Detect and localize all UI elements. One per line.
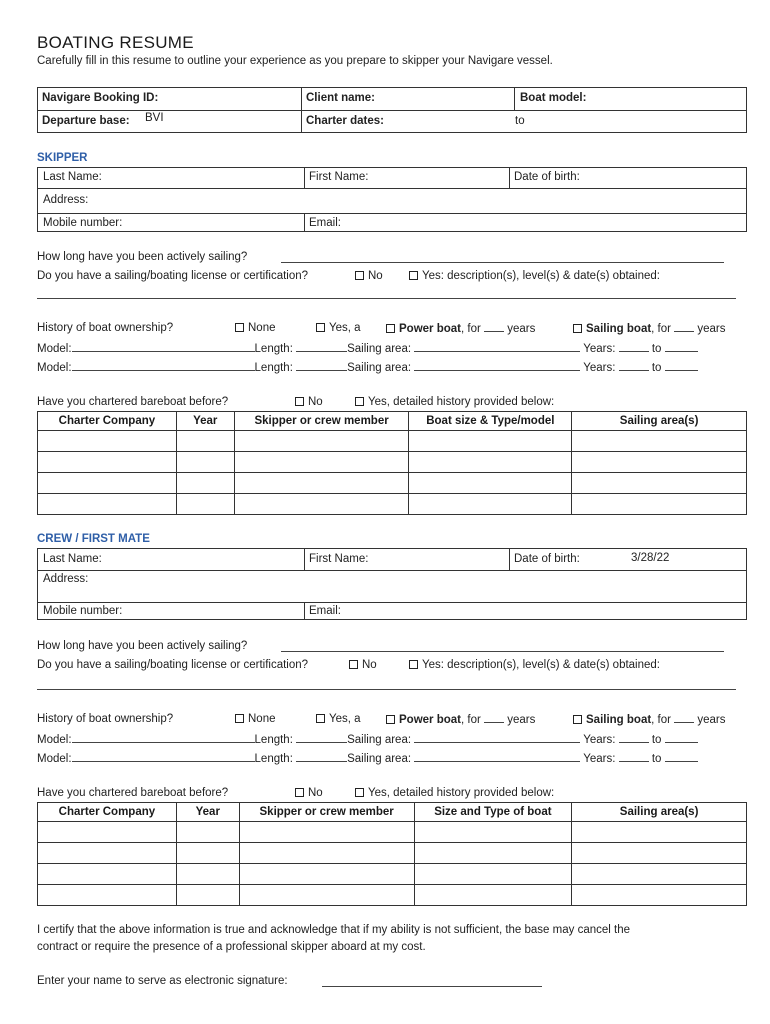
booking-info-box bbox=[37, 87, 747, 133]
signature-label: Enter your name to serve as electronic signature: bbox=[37, 975, 288, 987]
skipper-ownership-yes[interactable]: Yes, a bbox=[316, 322, 361, 334]
skipper-license-answer-line[interactable] bbox=[37, 298, 736, 299]
crew-address-field[interactable]: Address: bbox=[43, 573, 89, 585]
certify-text-line-1: I certify that the above information is true and acknowledge that if my ability is not sufficient, the base may cancel the bbox=[37, 924, 630, 936]
checkbox-icon[interactable] bbox=[355, 788, 364, 797]
skipper-bareboat-question: Have you chartered bareboat before? bbox=[37, 396, 229, 408]
crew-section-title: CREW / FIRST MATE bbox=[37, 533, 150, 545]
skipper-charter-history-table bbox=[37, 411, 747, 515]
crew-license-yes-option[interactable]: Yes: description(s), level(s) & date(s) obtained: bbox=[409, 659, 660, 671]
checkbox-icon[interactable] bbox=[235, 714, 244, 723]
column-header: Charter Company bbox=[38, 803, 177, 822]
charter-dates-to: to bbox=[515, 115, 525, 127]
table-row bbox=[38, 452, 747, 473]
skipper-ownership-sail[interactable]: Sailing boat, for years bbox=[573, 322, 726, 335]
departure-base-label: Departure base: bbox=[42, 115, 130, 127]
crew-sailing-question: How long have you been actively sailing? bbox=[37, 640, 248, 652]
checkbox-icon[interactable] bbox=[316, 323, 325, 332]
checkbox-icon[interactable] bbox=[409, 660, 418, 669]
crew-ownership-power[interactable]: Power boat, for years bbox=[386, 713, 535, 726]
skipper-first-name-field[interactable]: First Name: bbox=[309, 171, 369, 183]
table-row bbox=[38, 864, 747, 885]
crew-license-answer-line[interactable] bbox=[37, 689, 736, 690]
crew-email-field[interactable]: Email: bbox=[309, 605, 341, 617]
column-header: Skipper or crew member bbox=[234, 412, 409, 431]
skipper-info-box bbox=[37, 167, 747, 232]
crew-charter-history-table bbox=[37, 802, 747, 906]
skipper-bareboat-yes[interactable]: Yes, detailed history provided below: bbox=[355, 396, 554, 408]
skipper-license-question: Do you have a sailing/boating license or certification? bbox=[37, 270, 309, 282]
skipper-address-field[interactable]: Address: bbox=[43, 194, 89, 206]
crew-dob-value[interactable]: 3/28/22 bbox=[631, 552, 670, 564]
skipper-dob-field[interactable]: Date of birth: bbox=[514, 171, 580, 183]
crew-model-row-1[interactable]: Model: Length: Sailing area: Years: to bbox=[37, 733, 698, 746]
crew-ownership-none[interactable]: None bbox=[235, 713, 276, 725]
crew-bareboat-no[interactable]: No bbox=[295, 787, 323, 799]
checkbox-icon[interactable] bbox=[573, 715, 582, 724]
column-header: Sailing area(s) bbox=[572, 412, 747, 431]
charter-dates-label: Charter dates: bbox=[306, 115, 384, 127]
booking-id-label: Navigare Booking ID: bbox=[42, 92, 159, 104]
checkbox-icon[interactable] bbox=[355, 271, 364, 280]
column-header: Charter Company bbox=[38, 412, 177, 431]
skipper-license-no-option[interactable]: No bbox=[355, 270, 383, 282]
page-title: BOATING RESUME bbox=[37, 33, 194, 52]
table-row bbox=[38, 843, 747, 864]
skipper-sailing-answer-line[interactable] bbox=[281, 262, 724, 263]
checkbox-icon[interactable] bbox=[386, 715, 395, 724]
skipper-ownership-none[interactable]: None bbox=[235, 322, 276, 334]
checkbox-icon[interactable] bbox=[295, 788, 304, 797]
skipper-bareboat-no[interactable]: No bbox=[295, 396, 323, 408]
crew-license-question: Do you have a sailing/boating license or certification? bbox=[37, 659, 309, 671]
crew-sailing-answer-line[interactable] bbox=[281, 651, 724, 652]
skipper-ownership-power[interactable]: Power boat, for years bbox=[386, 322, 535, 335]
crew-bareboat-yes[interactable]: Yes, detailed history provided below: bbox=[355, 787, 554, 799]
skipper-ownership-label: History of boat ownership? bbox=[37, 322, 174, 334]
checkbox-icon[interactable] bbox=[409, 271, 418, 280]
skipper-section-title: SKIPPER bbox=[37, 152, 88, 164]
checkbox-icon[interactable] bbox=[316, 714, 325, 723]
checkbox-icon[interactable] bbox=[386, 324, 395, 333]
crew-bareboat-question: Have you chartered bareboat before? bbox=[37, 787, 229, 799]
client-name-label: Client name: bbox=[306, 92, 376, 104]
crew-first-name-field[interactable]: First Name: bbox=[309, 553, 369, 565]
crew-ownership-yes[interactable]: Yes, a bbox=[316, 713, 361, 725]
skipper-mobile-field[interactable]: Mobile number: bbox=[43, 217, 123, 229]
crew-model-row-2[interactable]: Model: Length: Sailing area: Years: to bbox=[37, 752, 698, 765]
checkbox-icon[interactable] bbox=[235, 323, 244, 332]
checkbox-icon[interactable] bbox=[295, 397, 304, 406]
skipper-last-name-field[interactable]: Last Name: bbox=[43, 171, 102, 183]
column-header: Size and Type of boat bbox=[414, 803, 572, 822]
skipper-sailing-question: How long have you been actively sailing? bbox=[37, 251, 248, 263]
column-header: Sailing area(s) bbox=[572, 803, 747, 822]
signature-input-line[interactable] bbox=[322, 986, 542, 987]
departure-base-field[interactable]: BVI bbox=[145, 112, 164, 124]
table-row bbox=[38, 885, 747, 906]
crew-license-no-option[interactable]: No bbox=[349, 659, 377, 671]
checkbox-icon[interactable] bbox=[355, 397, 364, 406]
crew-ownership-sail[interactable]: Sailing boat, for years bbox=[573, 713, 726, 726]
table-row bbox=[38, 431, 747, 452]
table-row bbox=[38, 473, 747, 494]
skipper-model-row-2[interactable]: Model: Length: Sailing area: Years: to bbox=[37, 361, 698, 374]
skipper-email-field[interactable]: Email: bbox=[309, 217, 341, 229]
crew-info-box bbox=[37, 548, 747, 620]
column-header: Year bbox=[176, 412, 234, 431]
crew-dob-field[interactable]: Date of birth: bbox=[514, 553, 580, 565]
skipper-license-yes-option[interactable]: Yes: description(s), level(s) & date(s) obtained: bbox=[409, 270, 660, 282]
page-subtitle: Carefully fill in this resume to outline your experience as you prepare to skipper your Navigare vessel. bbox=[37, 55, 553, 67]
crew-last-name-field[interactable]: Last Name: bbox=[43, 553, 102, 565]
checkbox-icon[interactable] bbox=[349, 660, 358, 669]
crew-ownership-label: History of boat ownership? bbox=[37, 713, 174, 725]
skipper-model-row-1[interactable]: Model: Length: Sailing area: Years: to bbox=[37, 342, 698, 355]
crew-mobile-field[interactable]: Mobile number: bbox=[43, 605, 123, 617]
table-row bbox=[38, 494, 747, 515]
table-row bbox=[38, 822, 747, 843]
column-header: Skipper or crew member bbox=[239, 803, 414, 822]
column-header: Boat size & Type/model bbox=[409, 412, 572, 431]
boat-model-label: Boat model: bbox=[520, 92, 587, 104]
checkbox-icon[interactable] bbox=[573, 324, 582, 333]
certify-text-line-2: contract or require the presence of a professional skipper aboard at my cost. bbox=[37, 941, 426, 953]
column-header: Year bbox=[176, 803, 239, 822]
